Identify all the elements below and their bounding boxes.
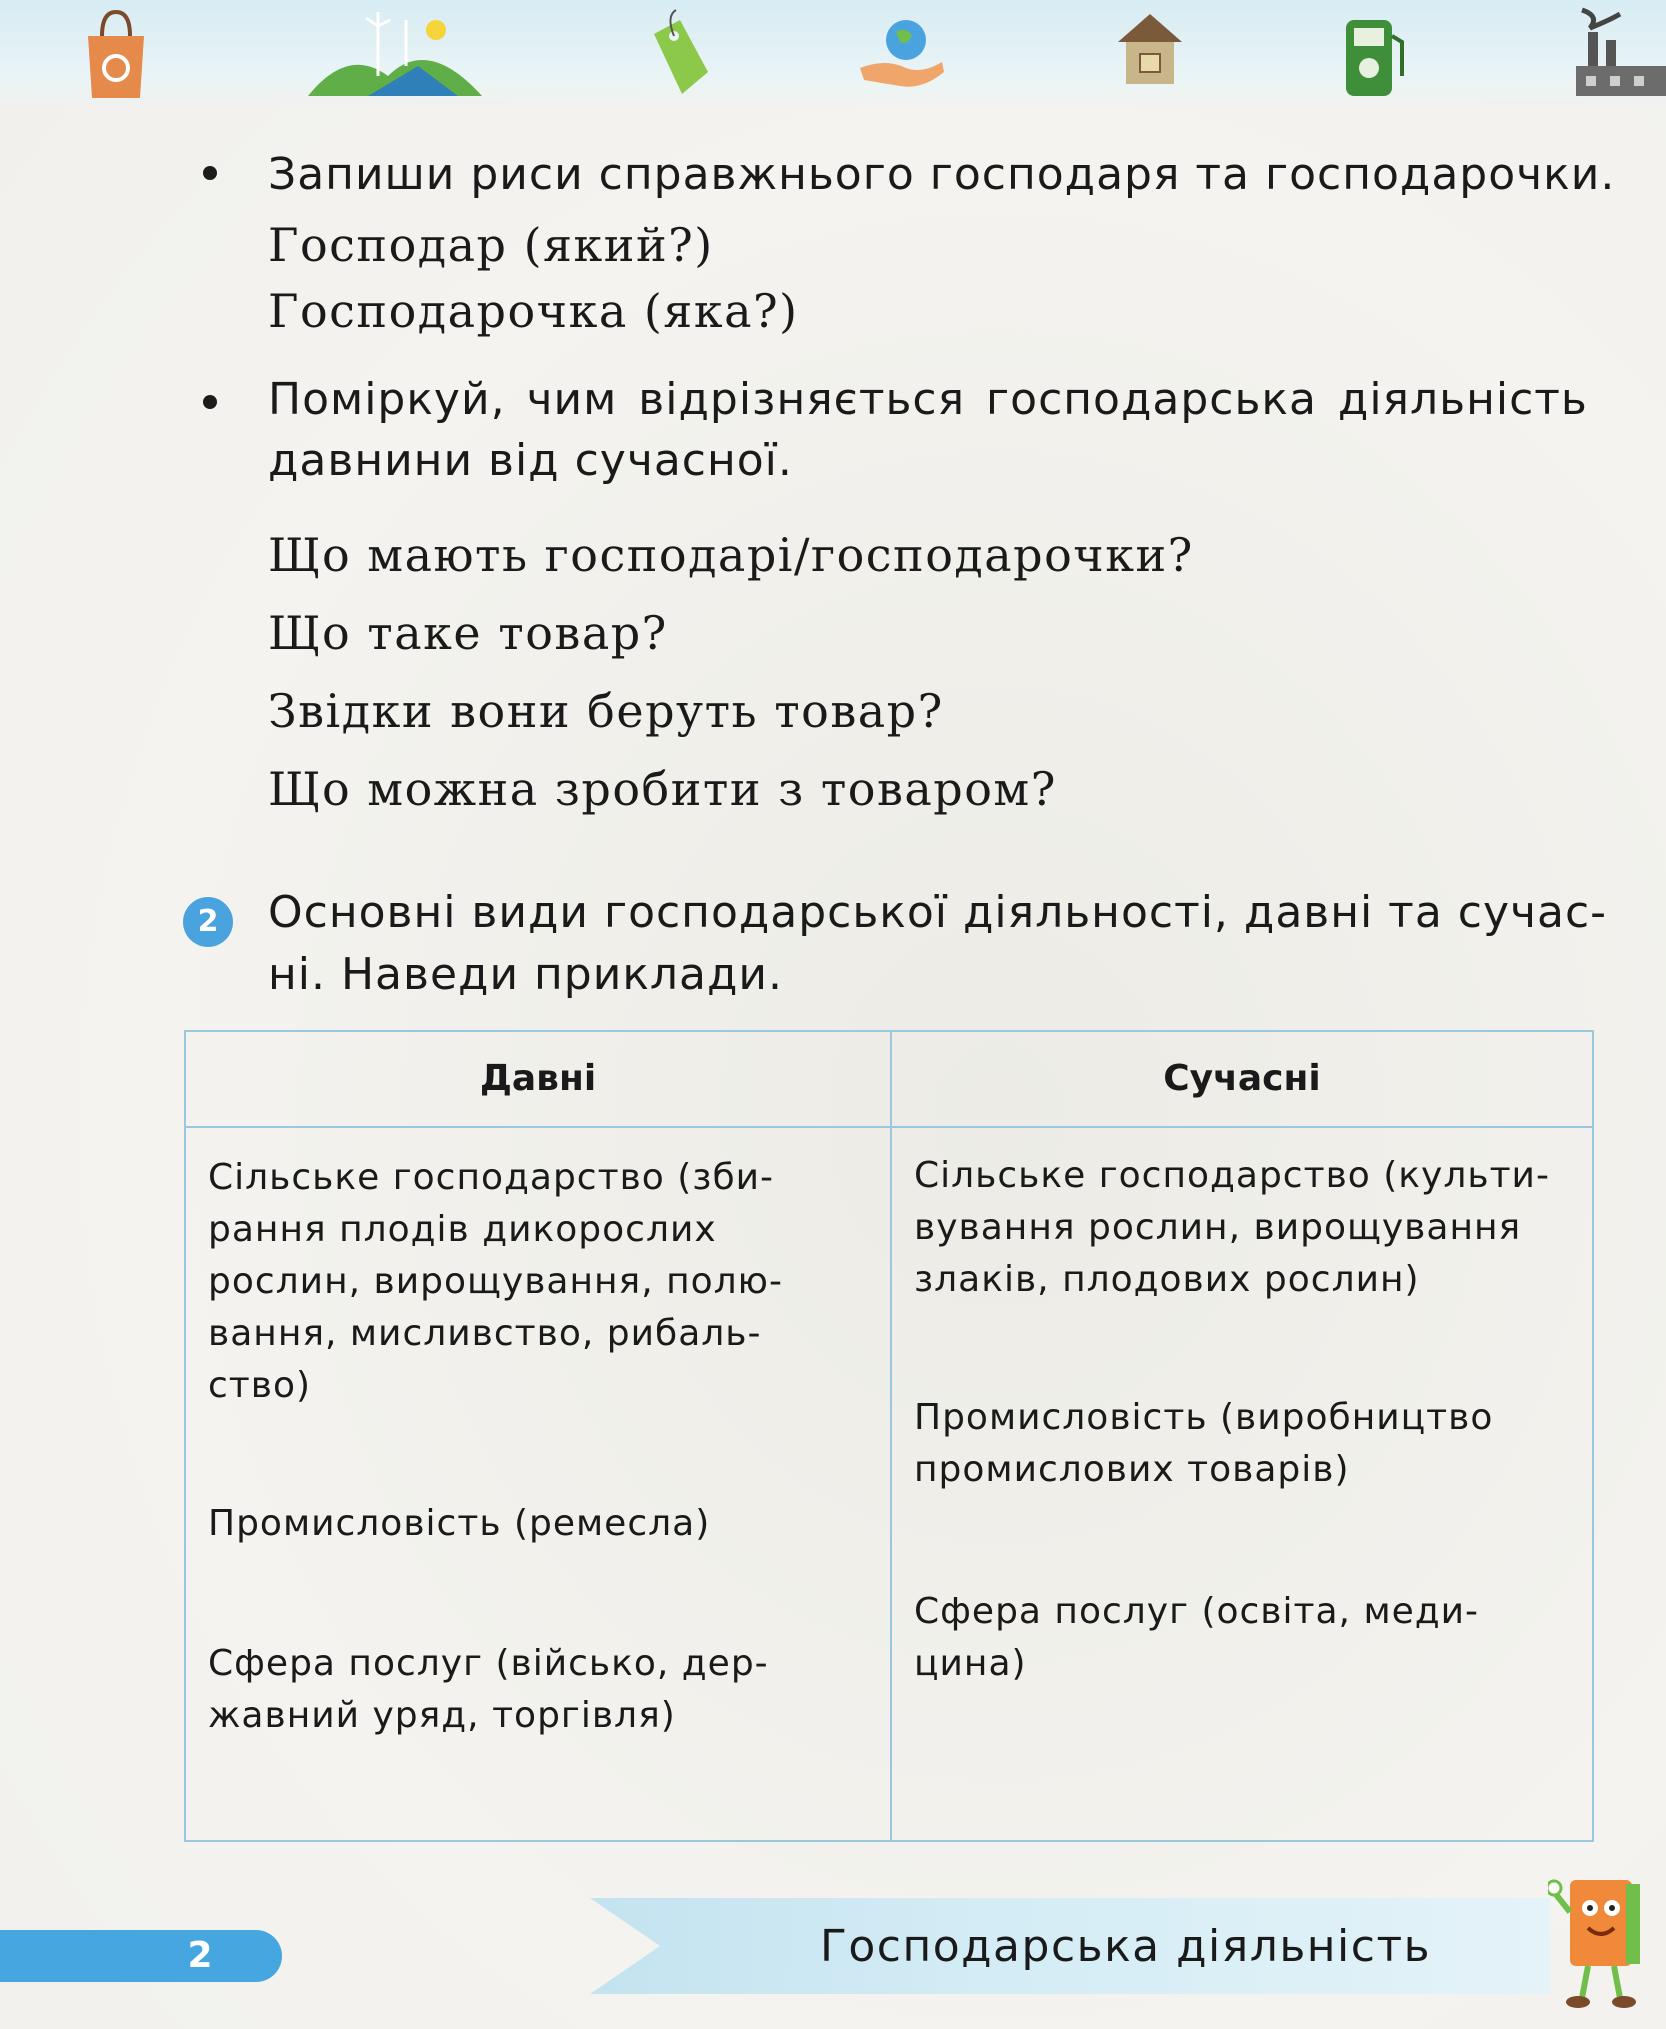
cell-line: рослин, вирощування, полю- <box>208 1261 783 1302</box>
prompt-host-male: Господар (який?) <box>268 218 714 272</box>
cell-line: Сфера послуг (військо, дер- <box>208 1643 769 1684</box>
cell-line: рання плодів дикорослих <box>208 1209 717 1250</box>
cell-line: Промисловість (ремесла) <box>208 1503 711 1544</box>
cell-line: жавний уряд, торгівля) <box>208 1695 676 1736</box>
bullet-point <box>203 166 217 180</box>
task-instruction-compare: Поміркуй, чим відрізняється господарська діяльність <box>268 374 1588 425</box>
bullet-point <box>203 395 217 409</box>
cell-line: вання, мисливство, рибаль- <box>208 1313 762 1354</box>
cell-modern-agriculture <box>914 1150 1550 1306</box>
cell-line: злаків, плодових рослин) <box>914 1259 1420 1300</box>
book-mascot-icon <box>1548 1862 1658 2012</box>
cell-line: Промисловість (виробництво <box>914 1397 1494 1438</box>
task-number-badge: 2 <box>183 897 233 947</box>
cell-line: цина) <box>914 1643 1027 1684</box>
hand-globe-icon <box>856 6 948 94</box>
task-instruction-traits: Запиши риси справжнього господаря та господарочки. <box>268 149 1616 200</box>
task-2-instruction-cont: ні. Наведи приклади. <box>268 949 783 1000</box>
table-header-divider <box>186 1126 1592 1128</box>
question-item: Що таке товар? <box>268 606 668 660</box>
task-2-instruction: Основні види господарської діяльності, давні та сучас- <box>268 887 1608 938</box>
cell-line: Сільське господарство (зби- <box>208 1157 775 1198</box>
question-item: Звідки вони беруть товар? <box>268 684 944 738</box>
cell-modern-industry <box>914 1392 1493 1496</box>
header-modern: Сучасні <box>1163 1058 1321 1099</box>
factory-icon <box>1570 6 1666 100</box>
cell-line: Сільське господарство (культи- <box>914 1155 1550 1196</box>
cell-line: ство) <box>208 1365 312 1406</box>
table-column-divider <box>890 1032 892 1840</box>
top-icon-strip <box>0 0 1666 110</box>
cell-ancient-agriculture <box>208 1152 783 1412</box>
question-item: Що можна зробити з товаром? <box>268 762 1057 816</box>
price-tag-icon <box>636 6 716 102</box>
cell-line: Сфера послуг (освіта, меди- <box>914 1591 1480 1632</box>
cell-ancient-services <box>208 1638 769 1742</box>
house-icon <box>1114 6 1186 88</box>
question-item: Що мають господарі/господарочки? <box>268 528 1194 582</box>
cell-line: вування рослин, вирощування <box>914 1207 1522 1248</box>
prompt-host-female: Господарочка (яка?) <box>268 284 799 338</box>
section-title: Господарська діяльність <box>820 1921 1432 1972</box>
page-number: 2 <box>187 1935 213 1976</box>
page-number-pill <box>0 1930 282 1982</box>
cell-modern-services <box>914 1586 1479 1690</box>
activities-table <box>184 1030 1594 1842</box>
cell-ancient-industry <box>208 1498 710 1550</box>
fuel-pump-icon <box>1336 6 1408 100</box>
header-ancient: Давні <box>479 1058 597 1099</box>
cell-line: промислових товарів) <box>914 1449 1350 1490</box>
wind-farm-hills-icon <box>308 6 482 98</box>
shopping-bag-icon <box>80 6 152 102</box>
task-instruction-compare-cont: давнини від сучасної. <box>268 435 793 486</box>
